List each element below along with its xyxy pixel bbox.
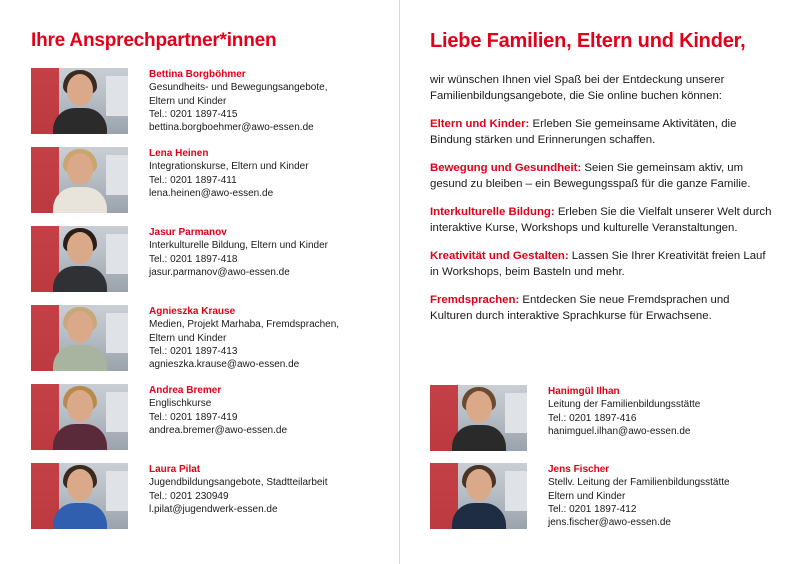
contact-detail: Interkulturelle Bildung, Eltern und Kinder [149,240,328,252]
offer-description: Erleben Sie gemeinsame Aktivitäten, die Bindung stärken und Erinnerungen schaffen. [430,118,737,146]
person-head [466,391,492,423]
person-head [67,469,93,501]
contact-detail: Medien, Projekt Marhaba, Fremdsprachen, [149,319,340,331]
contact-photo [430,385,527,451]
contact-detail: Eltern und Kinder [149,95,227,107]
intro-paragraph: wir wünschen Ihnen viel Spaß bei der Entdeckung unserer Familienbildungsangebote, die Sie online buchen können: [430,74,725,102]
contact-email[interactable]: bettina.borgboehmer@awo-essen.de [149,122,314,134]
contact-name: Lena Heinen [149,148,209,159]
contact-card [31,384,399,463]
offer-keyword: Interkulturelle Bildung: [430,206,555,218]
offer-description: Erleben Sie die Vielfalt unserer Welt durch interaktive Kurse, Workshops und kulturelle Veranstaltungen. [430,206,772,234]
left-page [0,0,399,564]
photo-background [106,76,128,116]
person-body [53,108,107,134]
contact-card [31,68,399,147]
contact-info [149,305,399,371]
photo-background [106,313,128,353]
contact-email[interactable]: lena.heinen@awo-essen.de [149,187,274,199]
person-body [53,424,107,450]
contact-detail: Integrationskurse, Eltern und Kinder [149,161,309,173]
person-head [67,74,93,106]
contact-phone: Tel.: 0201 1897-419 [149,411,238,423]
person-body [53,266,107,292]
photo-background [106,234,128,274]
person-head [67,311,93,343]
contact-email[interactable]: hanimguel.ilhan@awo-essen.de [548,425,691,437]
contact-detail: Leitung der Familienbildungsstätte [548,399,701,411]
contact-phone: Tel.: 0201 230949 [149,490,229,502]
contact-detail: Gesundheits- und Bewegungsangebote, [149,82,328,94]
contact-card [31,147,399,226]
offer-keyword: Fremdsprachen: [430,294,520,306]
contact-info [149,226,399,279]
contact-name: Jens Fischer [548,464,610,475]
contact-phone: Tel.: 0201 1897-411 [149,174,237,186]
welcome-heading: Liebe Familien, Eltern und Kinder, [430,30,746,52]
contact-email[interactable]: jens.fischer@awo-essen.de [548,517,671,529]
contact-card [31,226,399,305]
person-body [452,425,506,451]
offer-keyword: Kreativität und Gestalten: [430,250,569,262]
contacts-heading: Ihre Ansprechpartner*innen [31,30,277,51]
contact-email[interactable]: jasur.parmanov@awo-essen.de [149,266,290,278]
contact-email[interactable]: andrea.bremer@awo-essen.de [149,424,288,436]
contact-info [548,385,778,438]
offer-item [430,204,775,236]
photo-background [106,392,128,432]
offer-description: Lassen Sie Ihrer Kreativität freien Lauf in Workshops, beim Basteln und mehr. [430,250,766,278]
contact-info [548,463,778,529]
contact-card [31,463,399,542]
person-head [466,469,492,501]
offer-keyword: Eltern und Kinder: [430,118,530,130]
intro-text [430,72,775,324]
person-head [67,153,93,185]
contact-photo [430,463,527,529]
contact-photo [31,226,128,292]
contact-phone: Tel.: 0201 1897-413 [149,345,238,357]
contact-name: Andrea Bremer [149,385,222,396]
offer-item [430,248,775,280]
contact-name: Agnieszka Krause [149,306,236,317]
right-page [400,0,800,564]
contact-detail: Englischkurse [149,398,212,410]
contact-info [149,384,399,437]
contact-detail: Jugendbildungsangebote, Stadtteilarbeit [149,477,328,489]
person-head [67,390,93,422]
photo-background [106,155,128,195]
person-head [67,232,93,264]
contact-name: Jasur Parmanov [149,227,227,238]
contact-phone: Tel.: 0201 1897-416 [548,412,637,424]
contact-detail: Stellv. Leitung der Familienbildungsstätte [548,477,730,489]
person-body [53,503,107,529]
offer-description: Entdecken Sie neue Fremdsprachen und Kulturen durch interaktive Sprachkurse für Erwachsene. [430,294,730,322]
contact-photo [31,68,128,134]
photo-background [505,471,527,511]
offer-item [430,116,775,148]
offer-keyword: Bewegung und Gesundheit: [430,162,582,174]
offer-item [430,292,775,324]
person-body [452,503,506,529]
contact-photo [31,147,128,213]
contact-name: Hanimgül Ilhan [548,386,620,397]
contact-photo [31,463,128,529]
contact-phone: Tel.: 0201 1897-412 [548,503,637,515]
photo-background [505,393,527,433]
offer-item [430,160,775,192]
contact-info [149,147,399,200]
contact-phone: Tel.: 0201 1897-415 [149,108,238,120]
person-body [53,187,107,213]
contact-info [149,68,399,134]
contact-detail: Eltern und Kinder [149,332,227,344]
contact-email[interactable]: l.pilat@jugendwerk-essen.de [149,503,278,515]
offer-list [430,116,775,324]
contact-phone: Tel.: 0201 1897-418 [149,253,238,265]
contact-list [31,68,399,542]
contact-photo [31,305,128,371]
person-body [53,345,107,371]
contact-photo [31,384,128,450]
contact-name: Laura Pilat [149,464,201,475]
contact-name: Bettina Borgböhmer [149,69,246,80]
offer-description: Seien Sie gemeinsam aktiv, um gesund zu bleiben – ein Bewegungsspaß für die ganze Familie. [430,162,751,190]
photo-background [106,471,128,511]
contact-email[interactable]: agnieszka.krause@awo-essen.de [149,359,300,371]
contact-detail: Eltern und Kinder [548,490,626,502]
contact-card [31,305,399,384]
contact-info [149,463,399,516]
